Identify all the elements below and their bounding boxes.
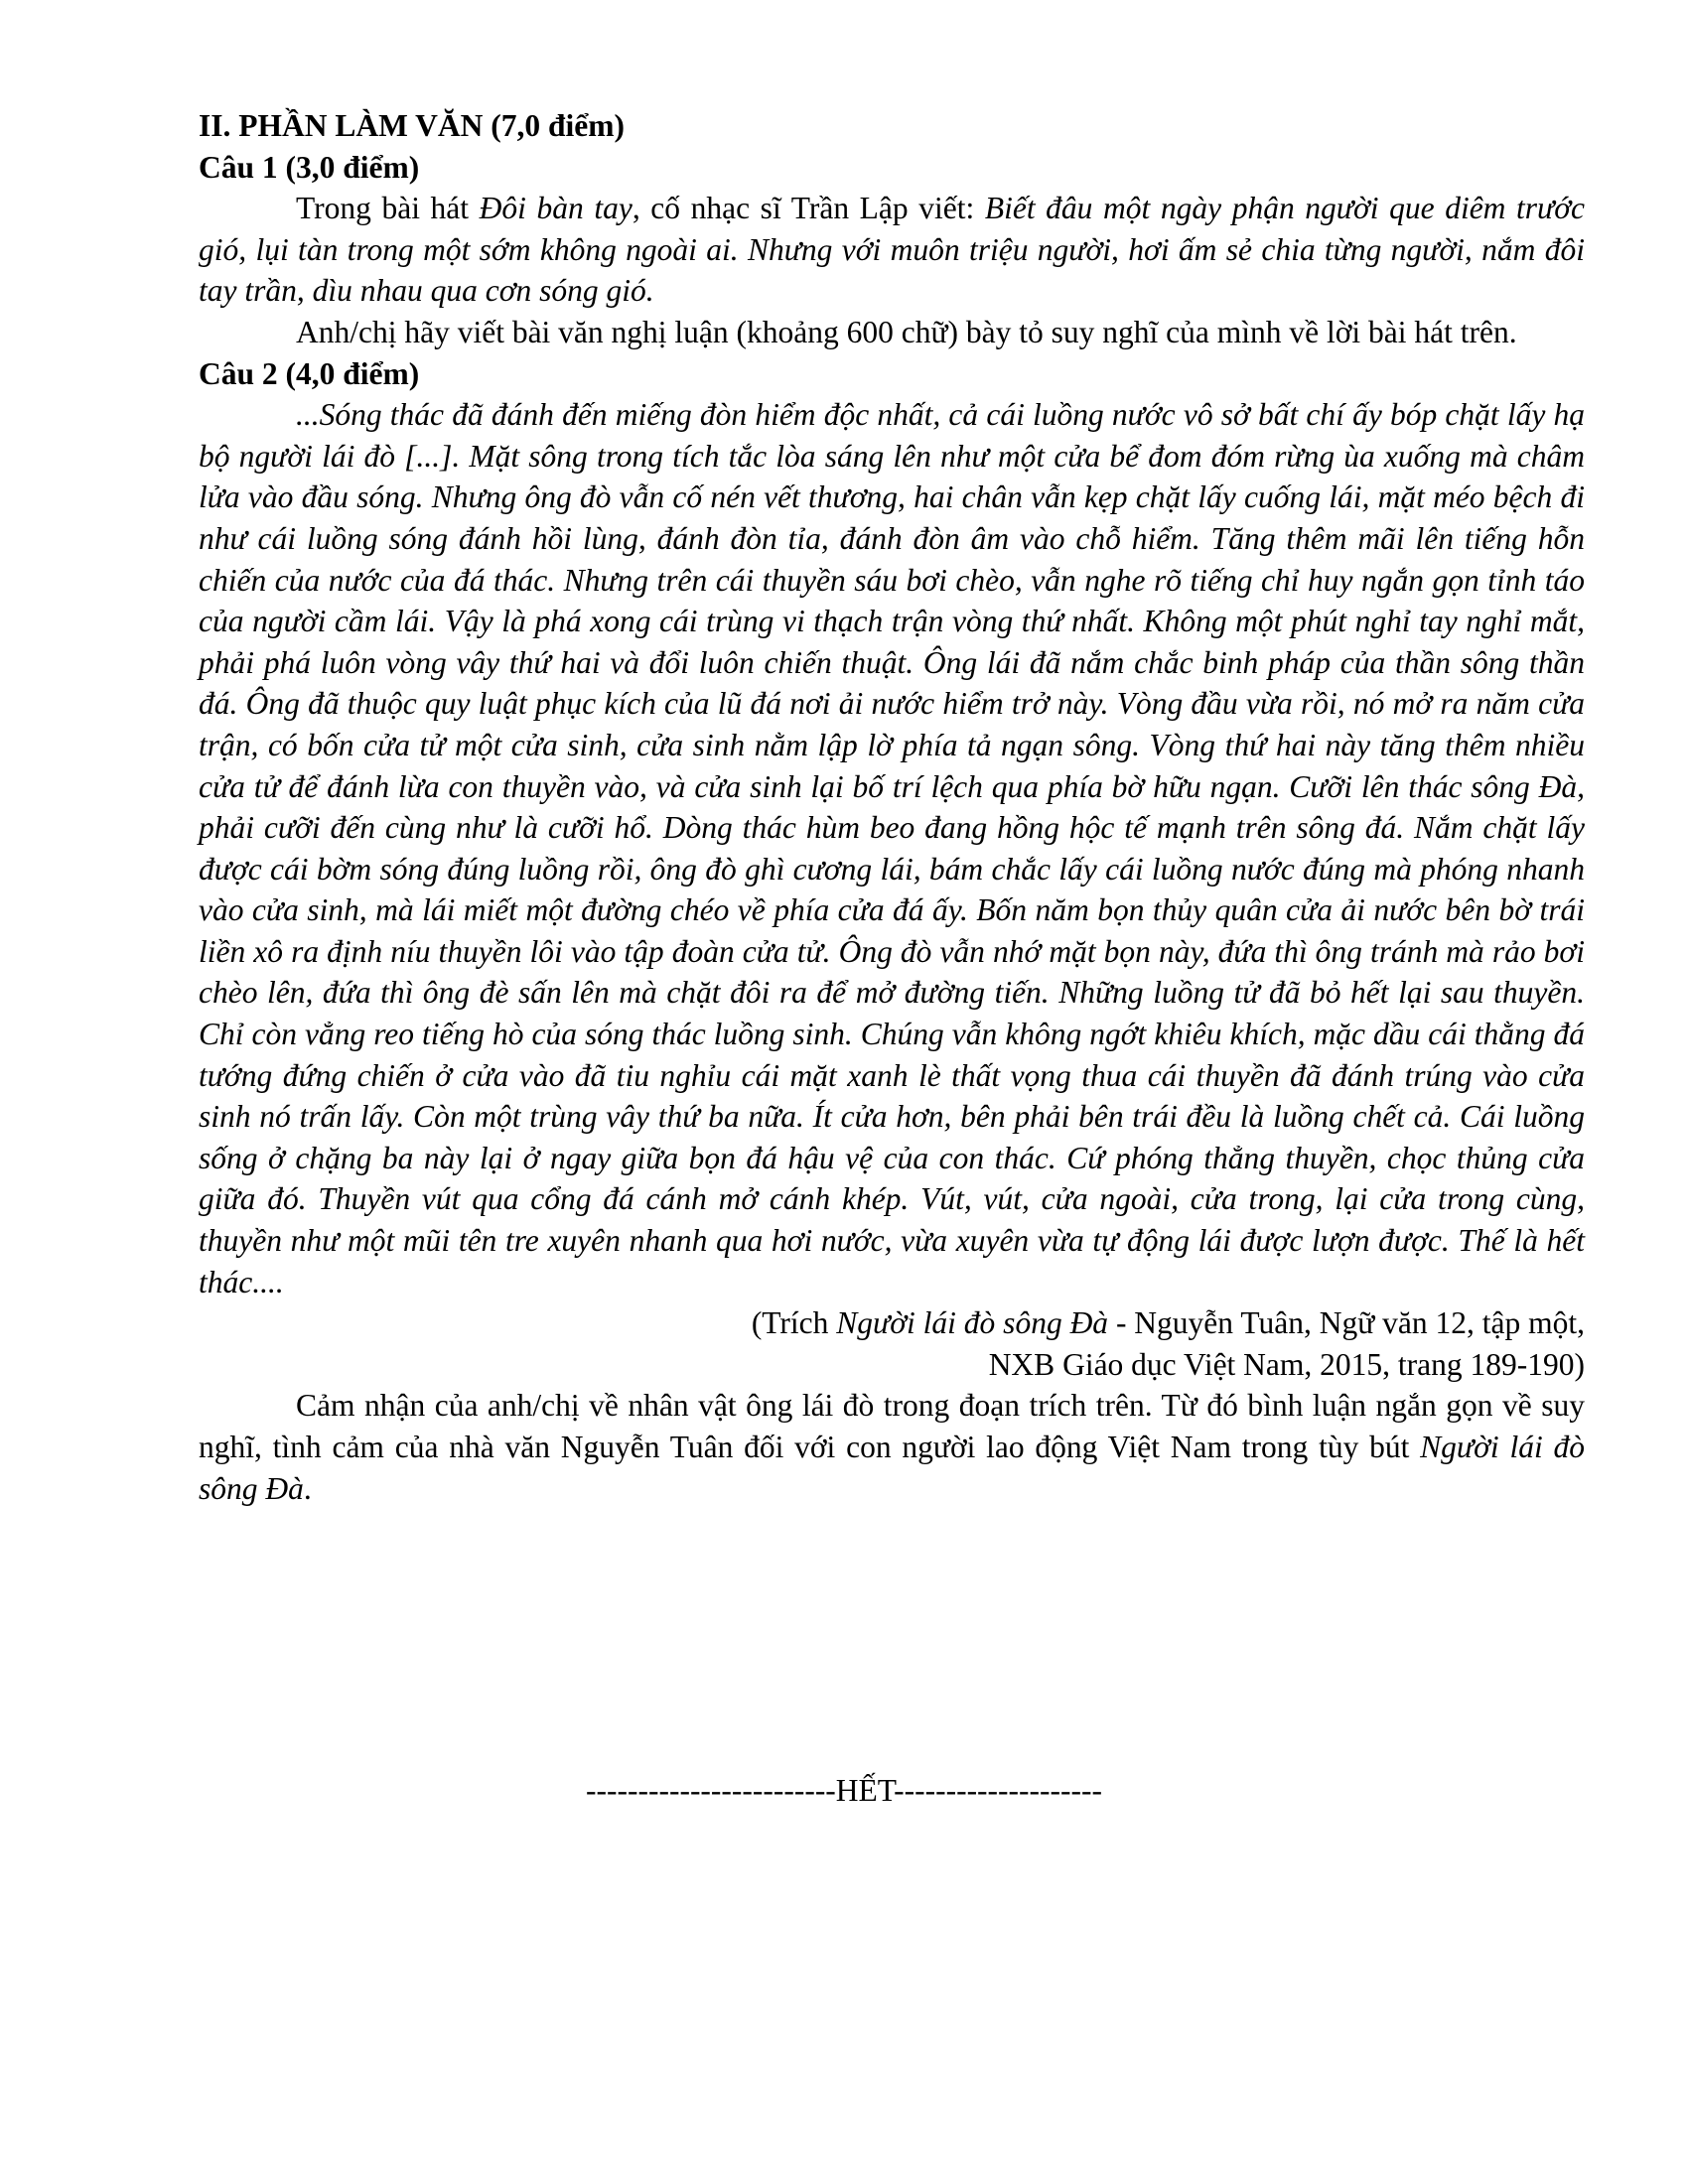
question-2-prompt-end: . [303, 1470, 312, 1506]
question-1-intro [199, 188, 1585, 312]
end-marker: ------------------------HẾT-------------------- [586, 1773, 1102, 1808]
question-2-excerpt [199, 394, 1585, 1302]
citation-work: Người lái đò sông Đà [836, 1305, 1109, 1341]
question-1-prompt: Anh/chị hãy viết bài văn nghị luận (khoảng 600 chữ) bày tỏ suy nghĩ của mình về lời bài hát trên. [296, 314, 1517, 349]
song-lyrics: Biết đâu một ngày phận người que diêm trước gió, lụi tàn trong một sớm không ngoài ai. Nhưng với muôn triệu người, hơi ấm sẻ chia từng người, nắm đôi tay trần, dìu nhau qua cơn sóng gió. [199, 191, 1586, 309]
citation-rest: - Nguyễn Tuân, Ngữ văn 12, tập một, [1108, 1305, 1585, 1341]
citation-open: (Trích [751, 1305, 837, 1341]
section-title: II. PHẦN LÀM VĂN (7,0 điểm) [199, 108, 626, 143]
question-2-prompt-work: Người lái đò sông Đà [199, 1430, 1585, 1506]
song-title: Đôi bàn tay [479, 191, 633, 226]
question-2-prompt [199, 1385, 1585, 1509]
question-1-intro-text: Trong bài hát [296, 191, 480, 226]
exam-page [199, 105, 1585, 1509]
citation-line-2: NXB Giáo dục Việt Nam, 2015, trang 189-190) [988, 1346, 1585, 1382]
excerpt-text: ...Sóng thác đã đánh đến miếng đòn hiểm độc nhất, cả cái luồng nước vô sở bất chí ấy bóp chặt lấy hạ bộ người lái đò [...]. Mặt sông trong tích tắc lòa sáng lên như một cửa bể đom đóm rừng ùa xuống mà châm lửa vào đầu sóng. Nhưng ông đò vẫn cố nén vết thương, hai chân vẫn kẹp chặt lấy cuống lái, mặt méo bệch đi như cái luồng sóng đánh hồi lùng, đánh đòn tỉa, đánh đòn âm vào chỗ hiểm. Tăng thêm mãi lên tiếng hỗn chiến của nước của đá thác. Nhưng trên cái thuyền sáu bơi chèo, vẫn nghe rõ tiếng chỉ huy ngắn gọn tỉnh táo của người cầm lái. Vậy là phá xong cái trùng vi thạch trận vòng thứ nhất. Không một phút nghỉ tay nghỉ mắt, phải phá luôn vòng vây thứ hai và đổi luôn chiến thuật. Ông lái đã nắm chắc binh pháp của thần sông thần đá. Ông đã thuộc quy luật phục kích của lũ đá nơi ải nước hiểm trở này. Vòng đầu vừa rồi, nó mở ra năm cửa trận, có bốn cửa tử một cửa sinh, cửa sinh nằm lập lờ phía tả ngạn sông. Vòng thứ hai này tăng thêm nhiều cửa tử để đánh lừa con thuyền vào, và cửa sinh lại bố trí lệch qua phía bờ hữu ngạn. Cưỡi lên thác sông Đà, phải cưỡi đến cùng như là cưỡi hổ. Dòng thác hùm beo đang hồng hộc tế mạnh trên sông đá. Nắm chặt lấy được cái bờm sóng đúng luồng rồi, ông đò ghì cương lái, bám chắc lấy cái luồng nước đúng mà phóng nhanh vào cửa sinh, mà lái miết một đường chéo về phía cửa đá ấy. Bốn năm bọn thủy quân cửa ải nước bên bờ trái liền xô ra định níu thuyền lôi vào tập đoàn cửa tử. Ông đò vẫn nhớ mặt bọn này, đứa thì ông tránh mà rảo bơi chèo lên, đứa thì ông đè sấn lên mà chặt đôi ra để mở đường tiến. Những luồng tử đã bỏ hết lại sau thuyền. Chỉ còn vẳng reo tiếng hò của sóng thác luồng sinh. Chúng vẫn không ngớt khiêu khích, mặc dầu cái thằng đá tướng đứng chiến ở cửa vào đã tiu nghỉu cái mặt xanh lè thất vọng thua cái thuyền đã đánh trúng vào cửa sinh nó trấn lấy. Còn một trùng vây thứ ba nữa. Ít cửa hơn, bên phải bên trái đều là luồng chết cả. Cái luồng sống ở chặng ba này lại ở ngay giữa bọn đá hậu vệ của con thác. Cứ phóng thẳng thuyền, chọc thủng cửa giữa đó. Thuyền vút qua cổng đá cánh mở cánh khép. Vút, vút, cửa ngoài, cửa trong, lại cửa trong cùng, thuyền như một mũi tên tre xuyên nhanh qua hơi nước, vừa xuyên vừa tự động lái được lượn được. Thế là hết thác.... [199, 397, 1585, 1299]
question-2-prompt-text: Cảm nhận của anh/chị về nhân vật ông lái đò trong đoạn trích trên. Từ đó bình luận ngắn gọn về suy nghĩ, tình cảm của nhà văn Nguyễn Tuân đối với con người lao động Việt Nam trong tùy bút [199, 1388, 1585, 1464]
question-1-intro-text-2: , cố nhạc sĩ Trần Lập viết: [632, 191, 985, 226]
question-2-title: Câu 2 (4,0 điểm) [199, 355, 420, 391]
question-1-title: Câu 1 (3,0 điểm) [199, 149, 420, 185]
citation-line-1 [199, 1302, 1585, 1344]
